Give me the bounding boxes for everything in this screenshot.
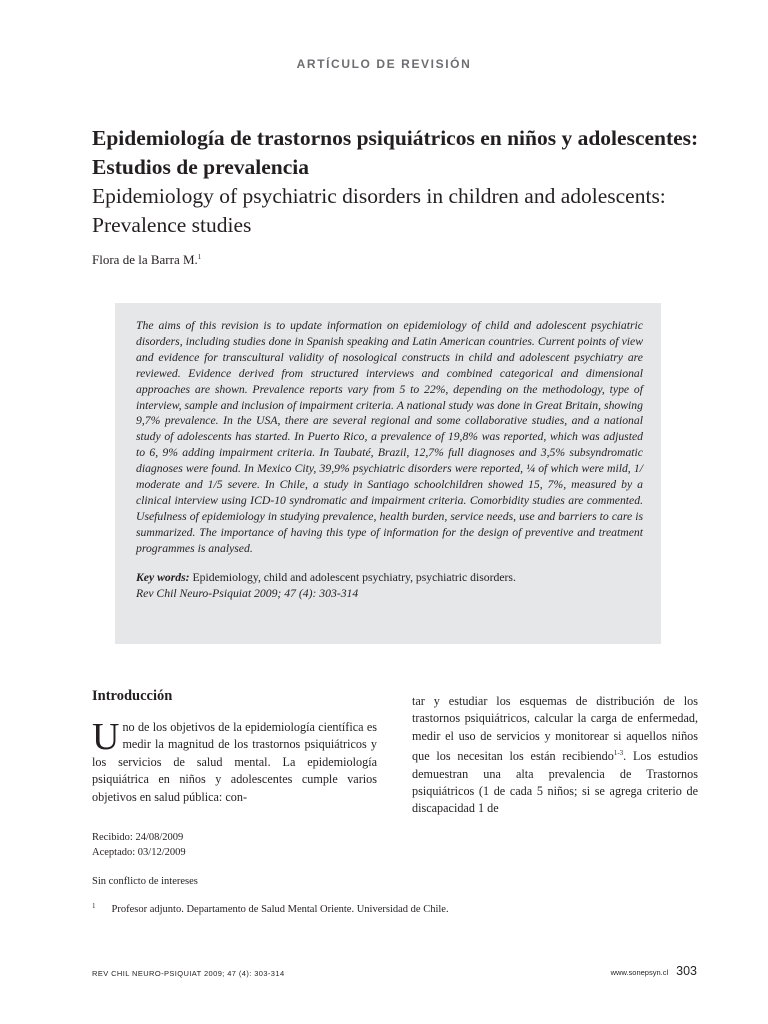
reference-mark: 1-3 xyxy=(613,749,624,758)
footer-right xyxy=(611,962,697,980)
section-tag: ARTÍCULO DE REVISIÓN xyxy=(296,57,472,71)
author-name: Flora de la Barra M. xyxy=(92,252,198,267)
keywords-text: Epidemiology, child and adolescent psychiatry, psychiatric disorders. xyxy=(192,570,516,584)
citation: Rev Chil Neuro-Psiquiat 2009; 47 (4): 303-314 xyxy=(136,586,359,600)
abstract-text: The aims of this revision is to update information on epidemiology of child and adolescent psychiatric disorders, including studies done in Spanish speaking and Latin American countries. Current points of view and evidence for transcultural validity of nosological constructs in child and adolescent psychiatry are reviewed. Evidence derived from structured interviews and combined categorical and dimensional approaches are shown. Prevalence reports vary from 5 to 22%, depending on the methodology, type of interview, sample and inclusion of impairment criteria. A national study was done in Great Britain, showing 9,7% prevalence. In the USA, there are several regional and some collaborative studies, and a national study of adolescents has started. In Puerto Rico, a prevalence of 19,8% was reported, which was adjusted to 6, 9% adding impairment criteria. In Taubaté, Brazil, 12,7% full diagnoses and 3,5% subsyndromatic diagnoses were found. In Mexico City, 39,9% psychiatric disorders were reported, ¼ of which were mild, 1/ moderate and 1/5 severe. In Chile, a study in Santiago schoolchildren showed 15, 7%, measured by a clinical interview using ICD-10 syndromatic and impairment criteria. Comorbidity studies are commented. Usefulness of epidemiology in studying prevalence, health burden, service needs, use and barriers to care is summarized. The importance of having this type of information for the design of preventive and treatment programmes is analysed. xyxy=(136,319,643,555)
title-english: Epidemiology of psychiatric disorders in children and adolescents: Prevalence studies xyxy=(92,184,666,237)
author-footnote-mark: 1 xyxy=(197,253,202,261)
abstract-box xyxy=(115,303,661,644)
accepted-date: Aceptado: 03/12/2009 xyxy=(92,847,186,858)
intro-right-text-a: tar y estudiar los esquemas de distribución de los trastornos psiquiátricos, calcular la carga de enfermedad, medir el uso de servicios y monitorear si aquellos niños que los necesitan los están recibiendo xyxy=(412,694,698,764)
footnote xyxy=(92,902,449,915)
drop-cap: U xyxy=(92,716,120,758)
author-line xyxy=(92,252,201,268)
footer-url: www.sonepsyn.cl xyxy=(610,968,669,977)
conflict-statement: Sin conflicto de intereses xyxy=(92,876,198,887)
intro-paragraph-left xyxy=(92,716,377,806)
footnote-number: 1 xyxy=(92,902,96,910)
keywords-label: Key words: xyxy=(136,570,190,584)
title-spanish: Epidemiología de trastornos psiquiátricos en niños y adolescentes: Estudios de prevalencia xyxy=(92,126,699,179)
intro-left-text: no de los objetivos de la epidemiología científica es medir la magnitud de los trastornos psiquiátricos y los servicios de salud mental. La epidemiología psiquiátrica en niños y adolescentes cumple varios objetivos en salud pública: con- xyxy=(92,720,377,804)
keywords-line xyxy=(136,570,643,586)
page-number: 303 xyxy=(676,964,697,978)
intro-paragraph-right xyxy=(412,693,698,818)
dates-block xyxy=(92,830,186,860)
received-date: Recibido: 24/08/2009 xyxy=(92,832,184,843)
section-heading: Introducción xyxy=(92,688,173,704)
title-block xyxy=(92,124,712,240)
intro-right-text-b: . Los estudios demuestran una alta prevalencia de Trastornos psiquiátricos (1 de cada 5 niños; si se agrega criterio de discapacidad 1 de xyxy=(412,749,699,816)
right-column xyxy=(412,693,698,818)
footnote-text: Profesor adjunto. Departamento de Salud Mental Oriente. Universidad de Chile. xyxy=(111,904,449,915)
footer-journal: REV CHIL NEURO-PSIQUIAT 2009; 47 (4): 303-314 xyxy=(92,969,285,978)
left-column xyxy=(92,688,377,806)
